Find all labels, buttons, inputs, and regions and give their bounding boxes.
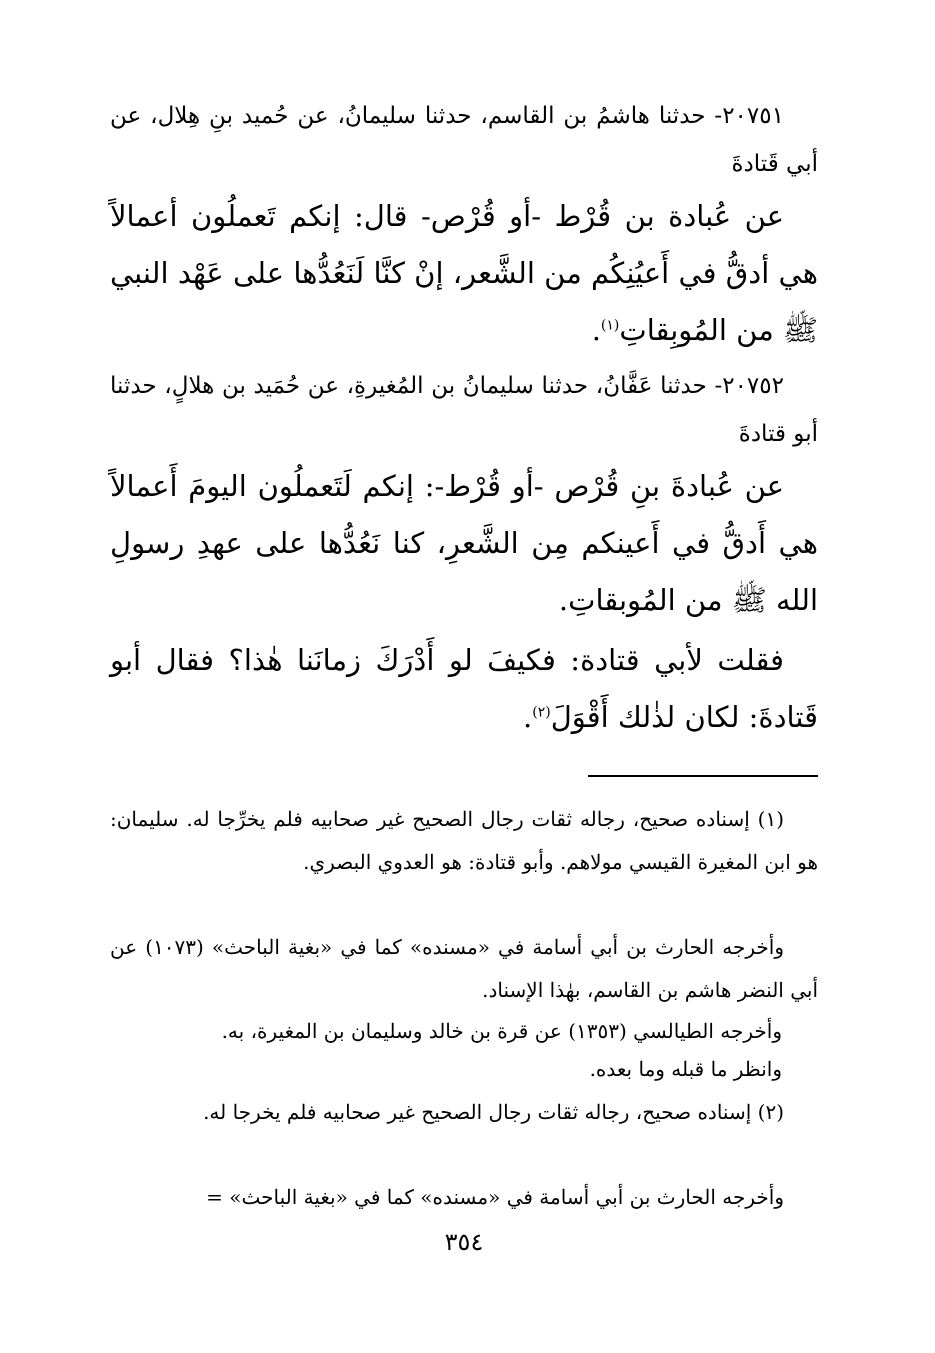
footnote-text: وانظر ما قبله وما بعده. [589,1057,782,1081]
question-text: فقلت لأبي قتادة: فكيفَ لو أَدْرَكَ زمانَنا هٰذا؟ فقال أبو قَتادةَ: لكان لذٰلك أَقْوَلَ [110,643,818,734]
hadith-20752-question [110,632,818,746]
hadith-number: ٢٠٧٥٢- [714,373,784,399]
footnote-separator [588,775,818,777]
footnote-1-para-4 [110,1048,782,1091]
footnote-text: (٢) إسناده صحيح، رجاله ثقات رجال الصحيح غير صحابيه فلم يخرجا له. [203,1100,784,1124]
page-number: ٣٥٤ [444,1228,484,1256]
hadith-20751-isnad [110,92,818,188]
hadith-20752-isnad [110,362,818,458]
footnote-1-para-3 [110,1010,782,1053]
footnote-text: (١) إسناده صحيح، رجاله ثقات رجال الصحيح غير صحابيه فلم يخرِّجا له. سليمان: هو ابن المغيرة القيسي مولاهم. وأبو قتادة: هو العدوي البصري. [110,807,818,874]
matn-text: عن عُبادةَ بنِ قُرْص -أو قُرْط-: إنكم لَتَعملُون اليومَ أَعمالاً هي أَدقُّ في أَعينكم مِن الشَّعرِ، كنا نَعُدُّها على عهدِ رسولِ الله ﷺ من المُوبقاتِ. [110,469,818,617]
isnad-text: حدثنا هاشمُ بن القاسم، حدثنا سليمانُ، عن حُميد بنِ هِلال، عن أبي قَتادةَ [110,103,818,177]
sentence-end: . [591,313,601,347]
matn-text: عن عُبادة بن قُرْط -أو قُرْص- قال: إنكم تَعملُون أعمالاً هي أدقُّ في أَعيُنِكُم من الشَّعر، إنْ كنَّا لَنَعُدُّها على عَهْد النبي ﷺ من المُوبِقاتِ [110,199,818,347]
footnote-2-para-1 [110,1091,818,1134]
hadith-20752-matn [110,458,818,629]
footnote-ref-1: (١) [600,317,620,334]
hadith-number: ٢٠٧٥١- [714,103,784,129]
hadith-20751-matn [110,188,818,359]
book-page [110,0,818,1353]
isnad-text: حدثنا عَفَّانُ، حدثنا سليمانُ بن المُغيرةِ، عن حُمَيد بن هلالٍ، حدثنا أبو قتادةَ [110,373,818,447]
sentence-end: . [523,700,533,734]
footnote-1-para-2 [110,926,818,1012]
footnote-ref-2: (٢) [532,704,551,721]
footnote-2-para-2 [110,1176,818,1219]
footnote-text: وأخرجه الحارث بن أبي أسامة في «مسنده» كما في «بغية الباحث» = [206,1185,784,1209]
footnote-1-para-1 [110,798,818,884]
footnote-text: وأخرجه الحارث بن أبي أسامة في «مسنده» كما في «بغية الباحث» (١٠٧٣) عن أبي النضر هاشم بن القاسم، بهٰذا الإسناد. [110,935,818,1002]
footnote-text: وأخرجه الطيالسي (١٣٥٣) عن قرة بن خالد وسليمان بن المغيرة، به. [221,1019,782,1043]
